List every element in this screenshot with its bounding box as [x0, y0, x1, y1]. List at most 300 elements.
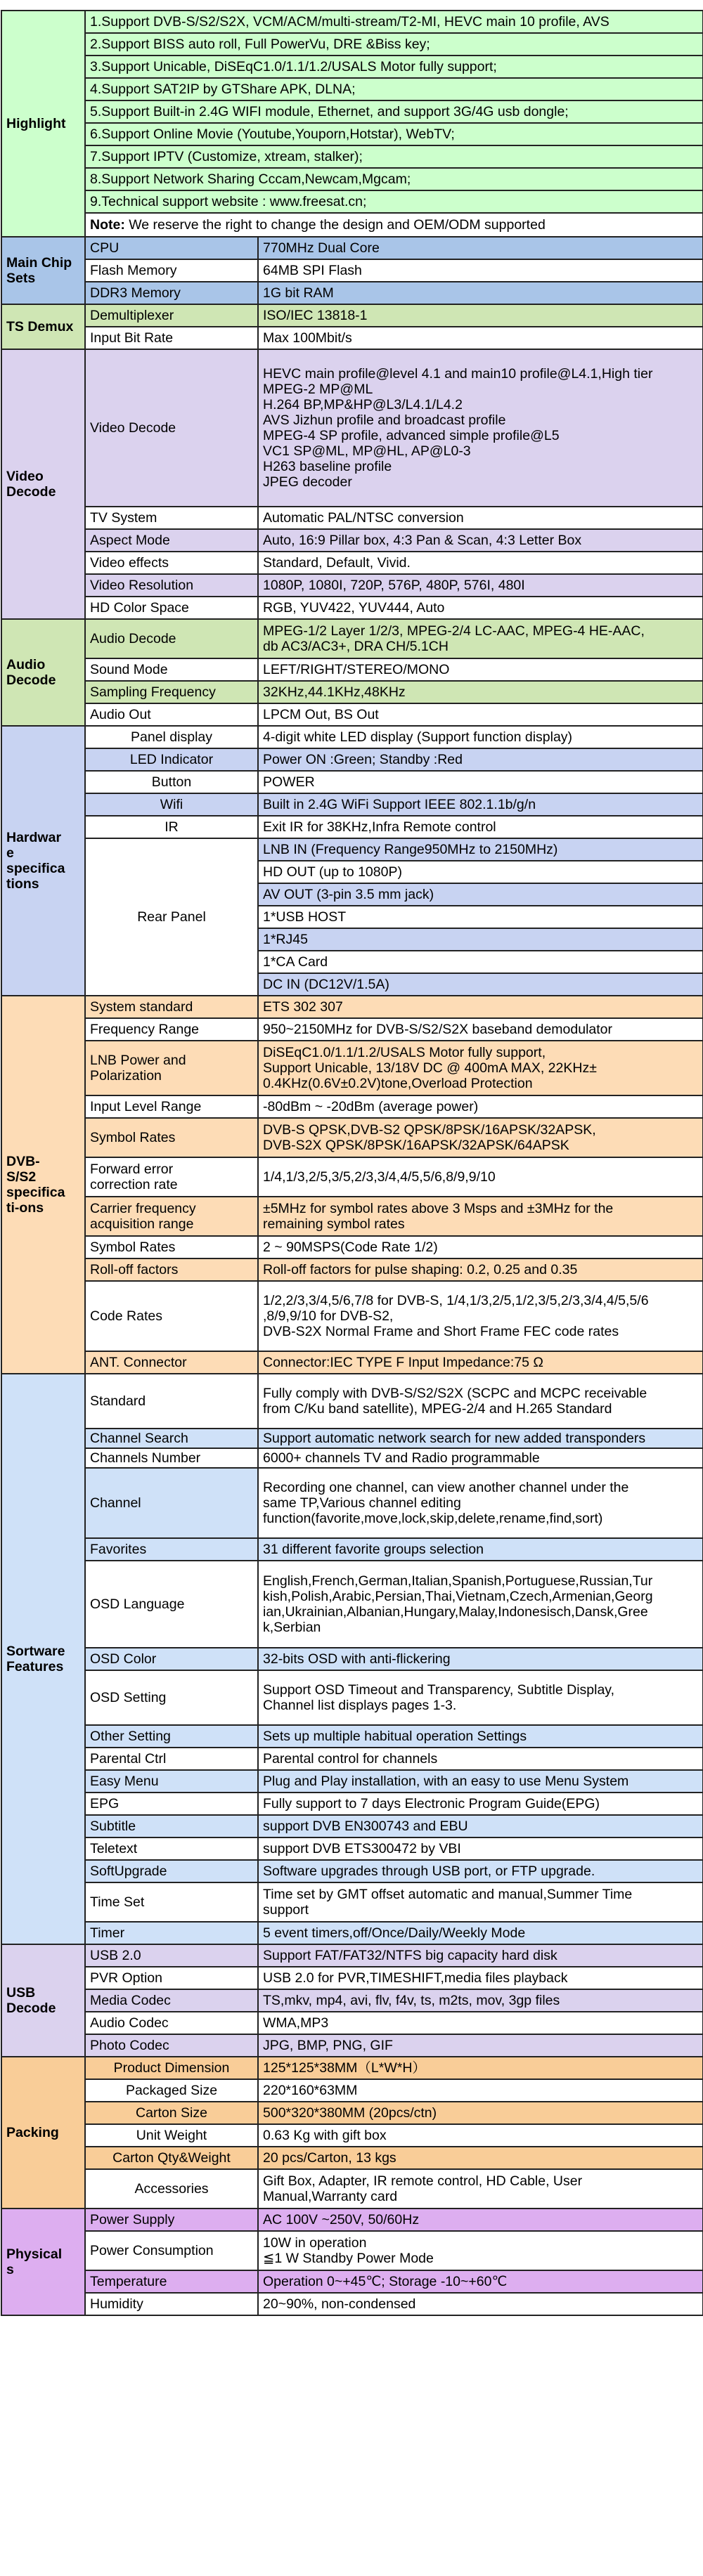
- spec-label: [85, 1041, 258, 1095]
- spec-table: [1, 10, 703, 2316]
- highlight-row: [1, 33, 703, 56]
- spec-value-line: support: [263, 1902, 309, 1918]
- spec-label: [85, 1157, 258, 1197]
- spec-value: [258, 1468, 703, 1538]
- spec-value-line: Channel list displays pages 1-3.: [263, 1698, 457, 1713]
- spec-value: [258, 1538, 703, 1561]
- spec-label: [85, 1468, 258, 1538]
- spec-value-line: Exit IR for 38KHz,Infra Remote control: [263, 819, 496, 835]
- video-row: [1, 507, 703, 529]
- spec-value-line: db AC3/AC3+, DRA CH/5.1CH: [263, 639, 449, 654]
- spec-value: [258, 304, 703, 327]
- spec-label-text: TV System: [90, 510, 157, 526]
- spec-value: [258, 1374, 703, 1429]
- spec-value: [258, 748, 703, 771]
- spec-label: [85, 1882, 258, 1922]
- spec-value-line: 1/4,1/3,2/5,3/5,2/3,3/4,4/5,5/6,8/9,9/10: [263, 1169, 496, 1185]
- spec-value: [258, 2270, 703, 2293]
- spec-label-text: Input Level Range: [90, 1099, 202, 1114]
- spec-label: [85, 1922, 258, 1944]
- spec-value-line: Max 100Mbit/s: [263, 330, 352, 346]
- spec-value-line: kish,Polish,Arabic,Persian,Thai,Vietnam,Czech,Armenian,Georg: [263, 1589, 653, 1604]
- spec-value: [258, 2293, 703, 2315]
- spec-label-text: USB 2.0: [90, 1948, 141, 1963]
- dvb-row: [1, 1351, 703, 1374]
- spec-value-line: Manual,Warranty card: [263, 2189, 398, 2204]
- spec-label: [85, 237, 258, 259]
- dvb-row: [1, 1157, 703, 1197]
- spec-value-line: HEVC main profile@level 4.1 and main10 profile@L4.1,High tier: [263, 366, 653, 382]
- spec-value-line: -80dBm ~ -20dBm (average power): [263, 1099, 479, 1114]
- dvb-category: [1, 996, 85, 1374]
- video-row: [1, 574, 703, 597]
- category-title: ti-ons: [6, 1200, 44, 1216]
- audio-category: [1, 619, 85, 726]
- spec-label-text: Accessories: [134, 2181, 209, 2197]
- spec-label: [85, 2124, 258, 2147]
- spec-value: [258, 529, 703, 552]
- spec-label: [85, 1258, 258, 1281]
- spec-value: [258, 793, 703, 816]
- spec-value: [258, 1095, 703, 1118]
- main-chip-row: [1, 282, 703, 304]
- hardware-row: [1, 816, 703, 838]
- spec-value-line: Support automatic network search for new added transponders: [263, 1431, 646, 1446]
- spec-value-line: DC IN (DC12V/1.5A): [263, 977, 389, 992]
- physical-row: [1, 2293, 703, 2315]
- spec-value: [258, 1157, 703, 1197]
- spec-value: [258, 2147, 703, 2169]
- category-title: tions: [6, 876, 39, 892]
- category-title: specifica: [6, 861, 65, 876]
- spec-label: [85, 2147, 258, 2169]
- spec-value: [258, 951, 703, 973]
- spec-label-text: Carton Size: [136, 2105, 207, 2121]
- spec-value: [258, 282, 703, 304]
- spec-value-line: ≦1 W Standby Power Mode: [263, 2251, 434, 2266]
- spec-label: [85, 726, 258, 748]
- spec-label-text: OSD Setting: [90, 1690, 167, 1705]
- spec-value-line: 1G bit RAM: [263, 285, 334, 301]
- spec-label-text: HD Color Space: [90, 600, 189, 616]
- spec-value-line: RGB, YUV422, YUV444, Auto: [263, 600, 445, 616]
- spec-value-line: Support Unicable, 13/18V DC @ 400mA MAX, 22KHz±: [263, 1060, 597, 1076]
- audio-row: [1, 703, 703, 726]
- spec-label: [85, 1118, 258, 1157]
- spec-label: [85, 1860, 258, 1882]
- spec-label: [85, 816, 258, 838]
- spec-value: [258, 883, 703, 906]
- spec-value-line: LPCM Out, BS Out: [263, 707, 379, 722]
- spec-value-line: ian,Ukrainian,Albanian,Hungary,Malay,Indonesisch,Dansk,Gree: [263, 1604, 648, 1620]
- spec-value: [258, 1967, 703, 1989]
- spec-value-line: H263 baseline profile: [263, 459, 392, 474]
- highlight-item: 5.Support Built-in 2.4G WIFI module, Ethernet, and support 3G/4G usb dongle;: [85, 100, 703, 123]
- spec-label: [85, 259, 258, 282]
- spec-value-line: k,Serbian: [263, 1620, 321, 1635]
- software-row: [1, 1429, 703, 1448]
- spec-label: [85, 2057, 258, 2079]
- highlight-item: 9.Technical support website : www.freesat.cn;: [85, 190, 703, 213]
- spec-label: [85, 507, 258, 529]
- spec-value-line: USB 2.0 for PVR,TIMESHIFT,media files playback: [263, 1970, 568, 1986]
- spec-value: [258, 1561, 703, 1648]
- video-row: [1, 349, 703, 507]
- spec-value: [258, 237, 703, 259]
- usb-row: [1, 1989, 703, 2012]
- spec-value: [258, 2231, 703, 2270]
- spec-value: [258, 1770, 703, 1793]
- spec-value: [258, 1860, 703, 1882]
- software-row: [1, 1922, 703, 1944]
- spec-label: [85, 2209, 258, 2231]
- spec-value-line: Fully support to 7 days Electronic Program Guide(EPG): [263, 1796, 600, 1811]
- packing-row: [1, 2147, 703, 2169]
- spec-label-text: PVR Option: [90, 1970, 162, 1986]
- highlight-row: [1, 168, 703, 190]
- packing-row: [1, 2079, 703, 2102]
- spec-value: [258, 861, 703, 883]
- spec-label-text: Sound Mode: [90, 662, 168, 677]
- spec-value: [258, 1018, 703, 1041]
- spec-label-text: Unit Weight: [136, 2128, 207, 2143]
- spec-value: [258, 2057, 703, 2079]
- ts-demux-row: [1, 304, 703, 327]
- spec-label-text: Power Supply: [90, 2212, 175, 2227]
- spec-label-text: Code Rates: [90, 1308, 162, 1324]
- spec-value-line: DVB-S2X Normal Frame and Short Frame FEC code rates: [263, 1324, 619, 1339]
- spec-value-line: POWER: [263, 774, 315, 790]
- spec-label-text: Symbol Rates: [90, 1240, 176, 1255]
- dvb-row: [1, 1041, 703, 1095]
- spec-label-text: Temperature: [90, 2274, 167, 2289]
- spec-label: [85, 574, 258, 597]
- spec-value-line: DiSEqC1.0/1.1/1.2/USALS Motor fully support,: [263, 1045, 546, 1060]
- spec-label-text: Channels Number: [90, 1450, 201, 1466]
- spec-value-line: 1/2,2/3,3/4,5/6,7/8 for DVB-S, 1/4,1/3,2/5,1/2,3/5,2/3,3/4,4/5,5/6: [263, 1293, 649, 1308]
- spec-value-line: 1*RJ45: [263, 932, 308, 947]
- spec-label-text: Input Bit Rate: [90, 330, 174, 346]
- spec-label-text: LNB Power and: [90, 1053, 186, 1068]
- software-row: [1, 1648, 703, 1670]
- audio-row: [1, 619, 703, 658]
- spec-value: [258, 1648, 703, 1670]
- spec-label-text: Audio Codec: [90, 2015, 169, 2031]
- spec-label: [85, 2102, 258, 2124]
- highlight-item: 4.Support SAT2IP by GTShare APK, DLNA;: [85, 78, 703, 100]
- dvb-row: [1, 996, 703, 1018]
- category-title: Features: [6, 1659, 64, 1674]
- software-row: [1, 1770, 703, 1793]
- spec-value: [258, 681, 703, 703]
- spec-value: [258, 552, 703, 574]
- category-title: Audio Decode: [6, 657, 56, 688]
- spec-value-line: 770MHz Dual Core: [263, 240, 380, 256]
- spec-value-line: Connector:IEC TYPE F Input Impedance:75 Ω: [263, 1355, 544, 1370]
- spec-value-line: ISO/IEC 13818-1: [263, 308, 368, 323]
- category-title: Sortware: [6, 1644, 65, 1659]
- spec-value-line: JPG, BMP, PNG, GIF: [263, 2038, 393, 2053]
- spec-value-line: 10W in operation: [263, 2235, 367, 2251]
- usb-category: [1, 1944, 85, 2057]
- spec-value: [258, 349, 703, 507]
- spec-label-text: Timer: [90, 1925, 125, 1941]
- spec-label-text: Video Decode: [90, 420, 176, 436]
- spec-label-text: Channel: [90, 1495, 141, 1511]
- spec-label: [85, 1561, 258, 1648]
- ts-demux-category: [1, 304, 85, 349]
- note-text: We reserve the right to change the design and OEM/ODM supported: [124, 217, 546, 233]
- hardware-category: [1, 726, 85, 996]
- highlight-row: [1, 11, 703, 33]
- spec-label: [85, 1374, 258, 1429]
- spec-value-line: 4-digit white LED display (Support function display): [263, 729, 573, 745]
- spec-label: [85, 1236, 258, 1258]
- spec-value-line: 220*160*63MM: [263, 2083, 358, 2098]
- dvb-row: [1, 1197, 703, 1236]
- audio-row: [1, 658, 703, 681]
- software-row: [1, 1538, 703, 1561]
- software-row: [1, 1448, 703, 1468]
- spec-label: [85, 1770, 258, 1793]
- packing-row: [1, 2102, 703, 2124]
- spec-value-line: 32-bits OSD with anti-flickering: [263, 1651, 451, 1667]
- audio-row: [1, 681, 703, 703]
- spec-label: [85, 529, 258, 552]
- spec-label: [85, 2012, 258, 2034]
- spec-value-line: WMA,MP3: [263, 2015, 329, 2031]
- highlight-row: [1, 123, 703, 145]
- spec-value-line: AVS Jizhun profile and broadcast profile: [263, 412, 506, 428]
- spec-value: [258, 2034, 703, 2057]
- category-title: Hardwar: [6, 830, 62, 845]
- spec-value: [258, 906, 703, 928]
- spec-label-text: Symbol Rates: [90, 1130, 176, 1145]
- packing-row: [1, 2124, 703, 2147]
- highlight-row: [1, 100, 703, 123]
- spec-value-line: TS,mkv, mp4, avi, flv, f4v, ts, m2ts, mov, 3gp files: [263, 1993, 560, 2008]
- spec-value: [258, 726, 703, 748]
- spec-value-line: Operation 0~+45℃; Storage -10~+60℃: [263, 2274, 508, 2289]
- spec-label: [85, 658, 258, 681]
- spec-value-line: 31 different favorite groups selection: [263, 1542, 484, 1557]
- spec-label: [85, 1538, 258, 1561]
- spec-label-text: Time Set: [90, 1894, 145, 1910]
- spec-value: [258, 1725, 703, 1748]
- main-chip-row: [1, 237, 703, 259]
- note-label: Note:: [90, 217, 125, 233]
- spec-value: [258, 2124, 703, 2147]
- category-title: Main Chip Sets: [6, 255, 72, 286]
- spec-label-text: Favorites: [90, 1542, 147, 1557]
- spec-label: [85, 1448, 258, 1468]
- highlight-row: [1, 213, 703, 237]
- spec-label-text: Flash Memory: [90, 263, 177, 278]
- dvb-row: [1, 1281, 703, 1351]
- spec-label-text: Video Resolution: [90, 578, 194, 593]
- packing-row: [1, 2169, 703, 2209]
- spec-value: [258, 2079, 703, 2102]
- spec-value: [258, 2169, 703, 2209]
- spec-value-line: remaining symbol rates: [263, 1216, 405, 1232]
- physical-category: [1, 2209, 85, 2315]
- spec-label: [85, 349, 258, 507]
- spec-value-line: 5 event timers,off/Once/Daily/Weekly Mode: [263, 1925, 526, 1941]
- highlight-item: 8.Support Network Sharing Cccam,Newcam,Mgcam;: [85, 168, 703, 190]
- spec-label-text: Standard: [90, 1393, 146, 1409]
- spec-value-line: 125*125*38MM（L*W*H）: [263, 2060, 426, 2076]
- spec-value-line: DVB-S QPSK,DVB-S2 QPSK/8PSK/16APSK/32APSK,: [263, 1122, 596, 1138]
- software-row: [1, 1815, 703, 1837]
- spec-value-line: DVB-S2X QPSK/8PSK/16APSK/32APSK/64APSK: [263, 1138, 569, 1153]
- spec-value-line: from C/Ku band satellite), MPEG-2/4 and H.265 Standard: [263, 1401, 612, 1417]
- spec-value-line: Software upgrades through USB port, or FTP upgrade.: [263, 1863, 595, 1879]
- spec-value-line: ,8/9,9/10 for DVB-S2,: [263, 1308, 394, 1324]
- spec-value-line: Parental control for channels: [263, 1751, 438, 1767]
- spec-label: [85, 838, 258, 996]
- spec-label-text: CPU: [90, 240, 120, 256]
- software-row: [1, 1837, 703, 1860]
- spec-value-line: MPEG-2 MP@ML: [263, 382, 373, 397]
- category-title: specifica: [6, 1185, 65, 1200]
- spec-label: [85, 2293, 258, 2315]
- spec-value-line: 950~2150MHz for DVB-S/S2/S2X baseband demodulator: [263, 1022, 613, 1037]
- spec-value: [258, 2209, 703, 2231]
- spec-value-line: 20 pcs/Carton, 13 kgs: [263, 2150, 396, 2166]
- spec-value: [258, 1837, 703, 1860]
- spec-value-line: function(favorite,move,lock,skip,delete,rename,find,sort): [263, 1511, 603, 1526]
- spec-label-text: Audio Out: [90, 707, 151, 722]
- spec-label-text: Subtitle: [90, 1819, 136, 1834]
- spec-label: [85, 2270, 258, 2293]
- spec-label: [85, 327, 258, 349]
- spec-value-line: Gift Box, Adapter, IR remote control, HD Cable, User: [263, 2173, 583, 2189]
- spec-label-text: Rear Panel: [137, 909, 206, 925]
- software-row: [1, 1670, 703, 1725]
- spec-value-line: English,French,German,Italian,Spanish,Portuguese,Russian,Tur: [263, 1573, 653, 1589]
- spec-value: [258, 973, 703, 996]
- category-title: DVB-: [6, 1154, 40, 1169]
- usb-row: [1, 2034, 703, 2057]
- category-title: TS Demux: [6, 319, 74, 334]
- ts-demux-row: [1, 327, 703, 349]
- spec-value: [258, 1236, 703, 1258]
- spec-label-text: Humidity: [90, 2296, 143, 2312]
- spec-label-text: Channel Search: [90, 1431, 188, 1446]
- spec-label-text: Wifi: [160, 797, 183, 812]
- usb-row: [1, 1967, 703, 1989]
- physical-row: [1, 2231, 703, 2270]
- spec-value-line: 1*USB HOST: [263, 909, 347, 925]
- spec-label-text: Parental Ctrl: [90, 1751, 167, 1767]
- spec-label-text: SoftUpgrade: [90, 1863, 167, 1879]
- spec-value-line: ETS 302 307: [263, 999, 343, 1015]
- spec-value-line: Recording one channel, can view another channel under the: [263, 1480, 629, 1495]
- spec-value: [258, 1793, 703, 1815]
- spec-label: [85, 552, 258, 574]
- spec-label-text: Power Consumption: [90, 2243, 214, 2258]
- spec-label: [85, 304, 258, 327]
- spec-value-line: Support OSD Timeout and Transparency, Subtitle Display,: [263, 1682, 615, 1698]
- spec-label-text: Audio Decode: [90, 631, 176, 646]
- spec-table-body: [1, 11, 703, 2315]
- highlight-row: [1, 190, 703, 213]
- spec-label-text: correction rate: [90, 1177, 178, 1192]
- spec-label: [85, 1793, 258, 1815]
- spec-label: [85, 282, 258, 304]
- software-category: [1, 1374, 85, 1944]
- spec-label: [85, 1095, 258, 1118]
- highlight-category: [1, 11, 85, 237]
- spec-label-text: Forward error: [90, 1162, 174, 1177]
- spec-label: [85, 748, 258, 771]
- software-row: [1, 1725, 703, 1748]
- hardware-row: [1, 726, 703, 748]
- spec-value-line: 6000+ channels TV and Radio programmable: [263, 1450, 540, 1466]
- spec-value-line: 64MB SPI Flash: [263, 263, 362, 278]
- spec-value: [258, 1197, 703, 1236]
- dvb-row: [1, 1095, 703, 1118]
- spec-label-text: Panel display: [131, 729, 212, 745]
- spec-label-text: DDR3 Memory: [90, 285, 181, 301]
- hardware-row: [1, 771, 703, 793]
- spec-label-text: Carton Qty&Weight: [112, 2150, 231, 2166]
- spec-label: [85, 1837, 258, 1860]
- spec-value: [258, 597, 703, 619]
- packing-row: [1, 2057, 703, 2079]
- spec-label-text: Roll-off factors: [90, 1262, 179, 1277]
- spec-label: [85, 703, 258, 726]
- spec-label: [85, 1815, 258, 1837]
- spec-value-line: HD OUT (up to 1080P): [263, 864, 402, 880]
- spec-value-line: 0.4KHz(0.6V±0.2V)tone,Overload Protection: [263, 1076, 533, 1091]
- video-row: [1, 552, 703, 574]
- video-category: [1, 349, 85, 619]
- spec-value: [258, 1670, 703, 1725]
- spec-value-line: Roll-off factors for pulse shaping: 0.2, 0.25 and 0.35: [263, 1262, 578, 1277]
- spec-value-line: VC1 SP@ML, MP@HL, AP@L0-3: [263, 443, 471, 459]
- spec-value-line: Standard, Default, Vivid.: [263, 555, 411, 571]
- spec-label: [85, 2231, 258, 2270]
- spec-label-text: IR: [165, 819, 179, 835]
- spec-value: [258, 928, 703, 951]
- spec-label-text: Frequency Range: [90, 1022, 200, 1037]
- highlight-item: 1.Support DVB-S/S2/S2X, VCM/ACM/multi-stream/T2-MI, HEVC main 10 profile, AVS: [85, 11, 703, 33]
- usb-row: [1, 2012, 703, 2034]
- spec-label: [85, 681, 258, 703]
- physical-row: [1, 2270, 703, 2293]
- spec-label: [85, 1281, 258, 1351]
- spec-label-text: EPG: [90, 1796, 120, 1811]
- highlight-row: [1, 145, 703, 168]
- spec-label: [85, 1429, 258, 1448]
- category-title: S/S2: [6, 1169, 37, 1185]
- spec-label: [85, 1967, 258, 1989]
- physical-row: [1, 2209, 703, 2231]
- spec-value-line: MPEG-1/2 Layer 1/2/3, MPEG-2/4 LC-AAC, MPEG-4 HE-AAC,: [263, 623, 645, 639]
- spec-value-line: 20~90%, non-condensed: [263, 2296, 416, 2312]
- spec-label-text: System standard: [90, 999, 193, 1015]
- software-row: [1, 1882, 703, 1922]
- spec-label: [85, 1670, 258, 1725]
- spec-label: [85, 619, 258, 658]
- spec-label: [85, 793, 258, 816]
- spec-value: [258, 1429, 703, 1448]
- dvb-row: [1, 1236, 703, 1258]
- spec-value-line: Sets up multiple habitual operation Settings: [263, 1729, 527, 1744]
- spec-value: [258, 1041, 703, 1095]
- spec-label-text: Demultiplexer: [90, 308, 174, 323]
